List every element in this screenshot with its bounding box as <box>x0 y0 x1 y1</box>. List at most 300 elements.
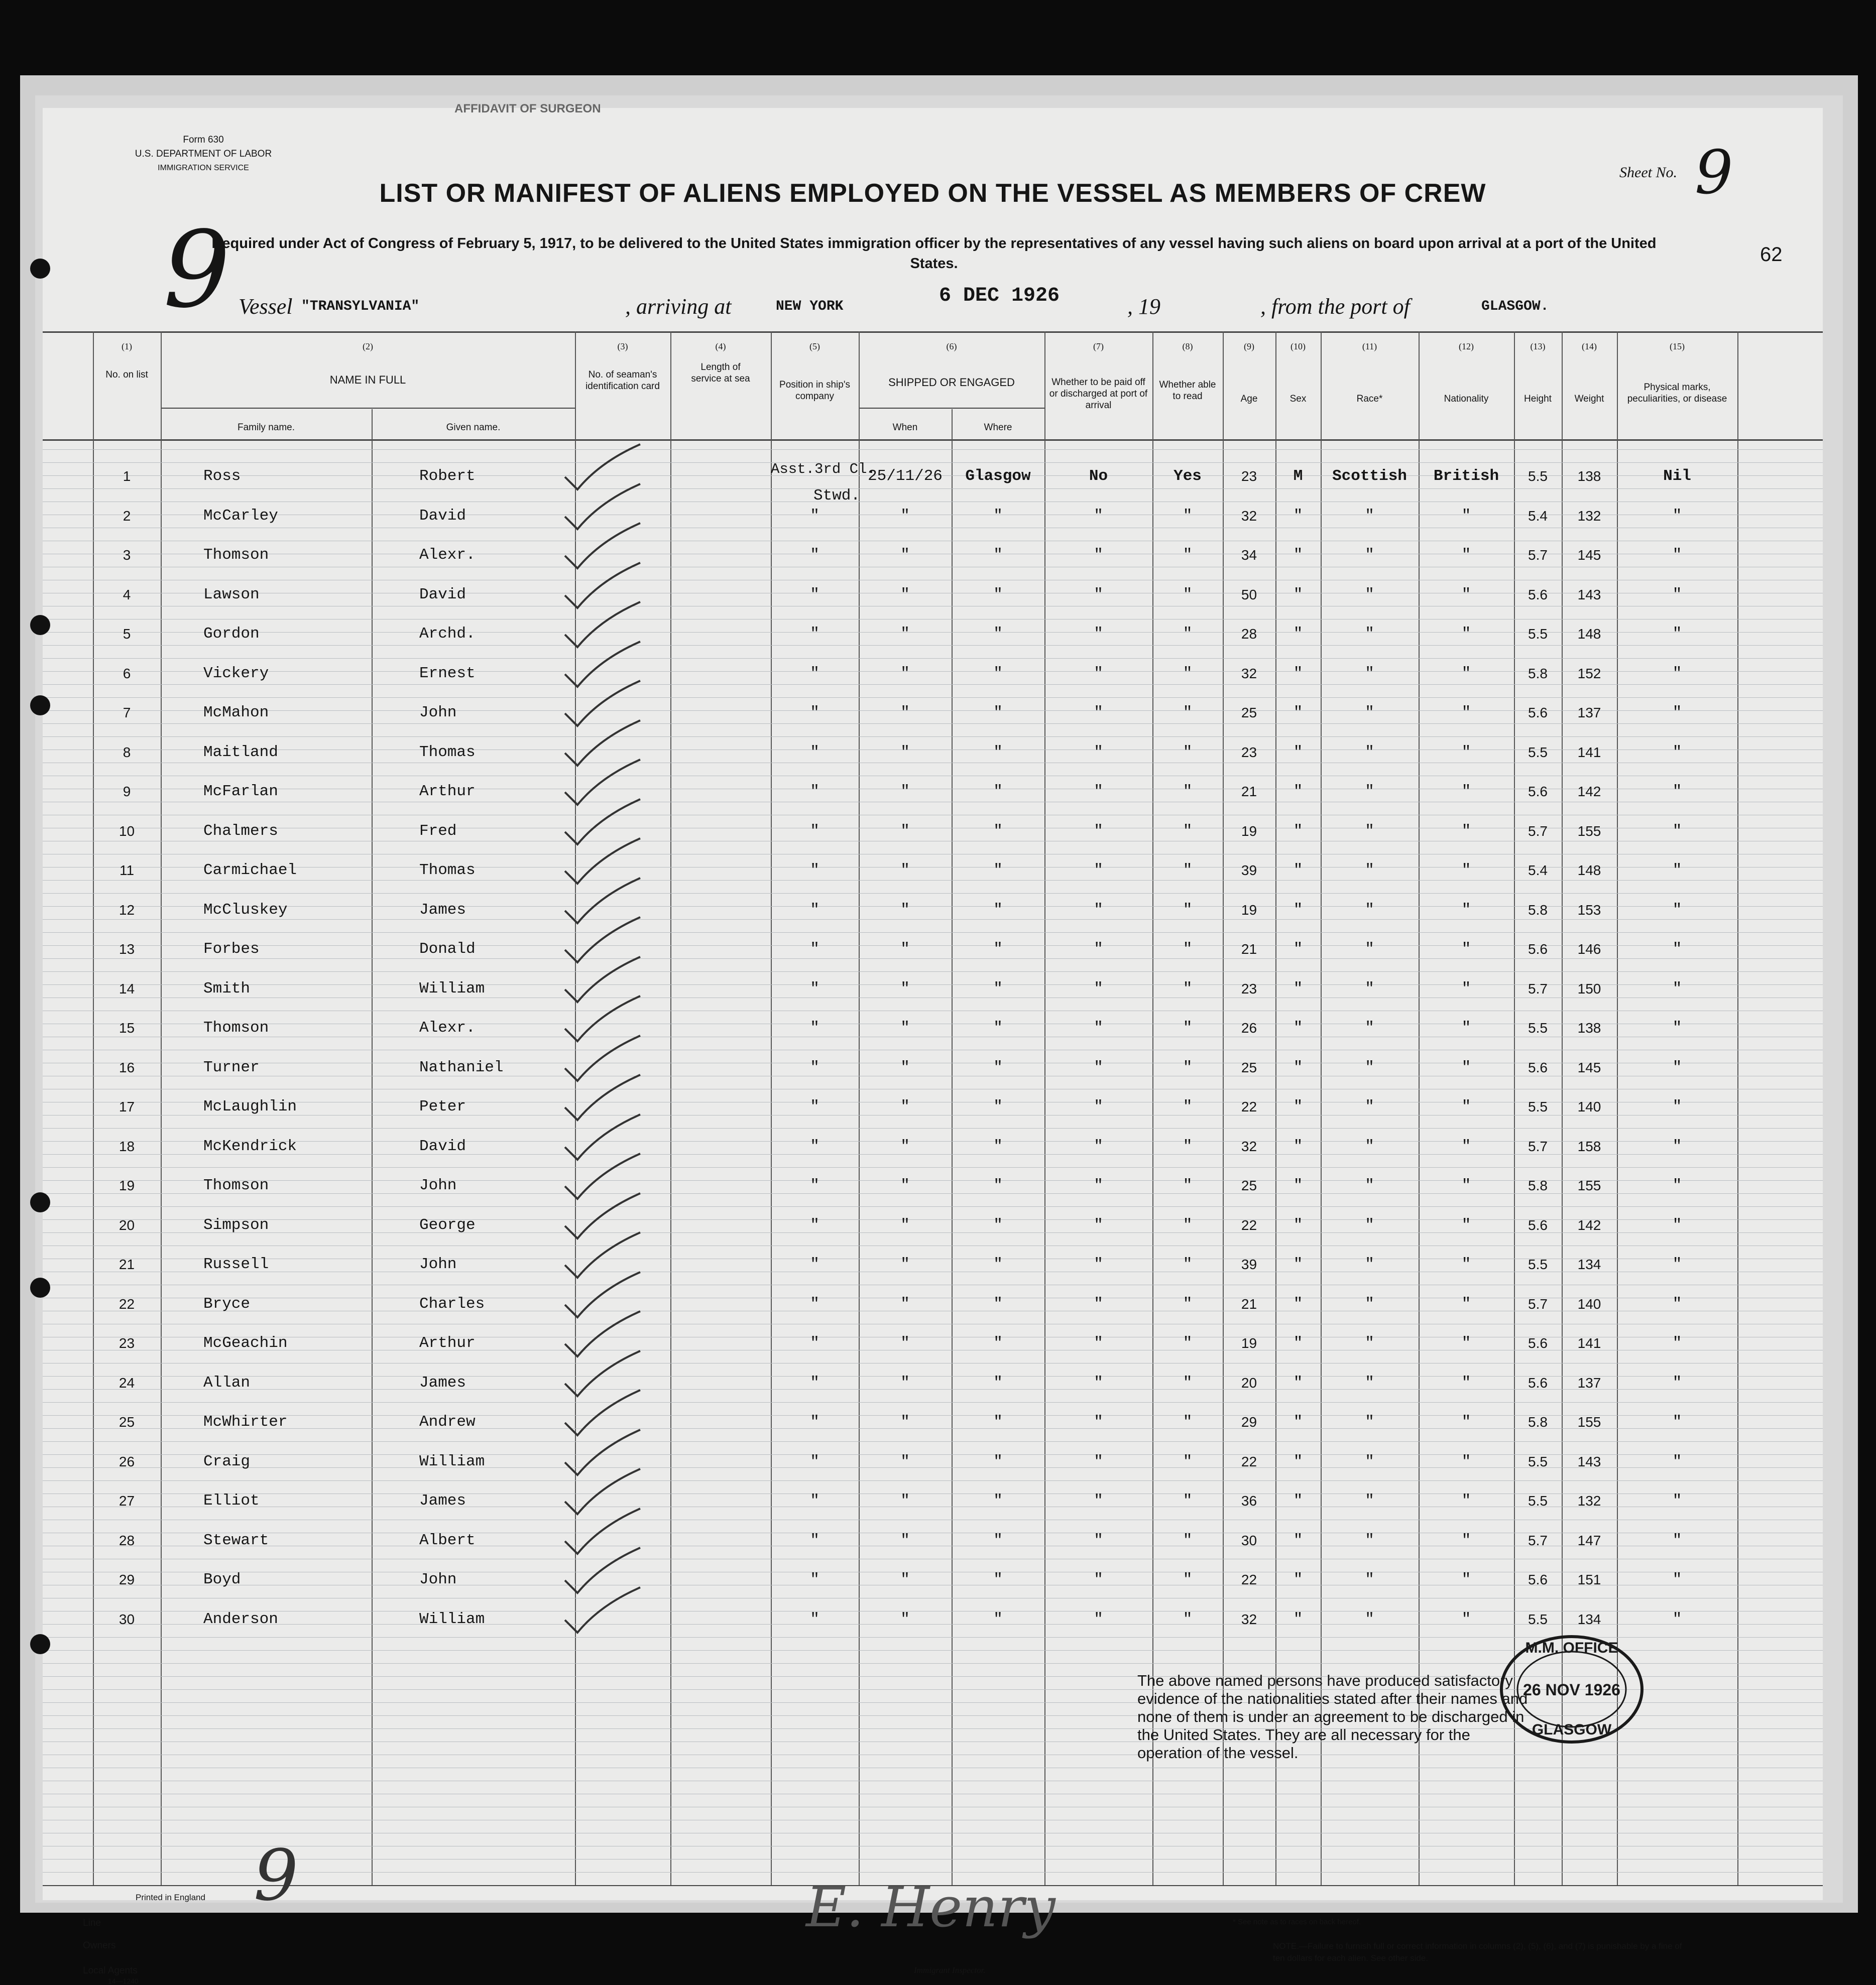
height: 5.7 <box>1528 823 1548 839</box>
position: " <box>810 1256 819 1273</box>
age: 23 <box>1241 468 1257 484</box>
header-where: Where <box>984 422 1012 433</box>
position: " <box>810 507 819 525</box>
colnum-4: (4) <box>715 341 726 351</box>
table-row <box>43 575 1823 614</box>
header-family-name: Family name. <box>237 422 295 433</box>
paid-off: " <box>1094 665 1103 682</box>
position: " <box>810 546 819 564</box>
physical-marks: " <box>1672 783 1682 800</box>
sex: " <box>1293 704 1303 721</box>
header-age: Age <box>1240 394 1258 404</box>
row-number: 4 <box>123 587 131 602</box>
position: Asst.3rd Cl. <box>771 461 876 477</box>
shipped-where: " <box>993 1256 1003 1273</box>
height: 5.4 <box>1528 862 1548 878</box>
header-able-read: Whether able to read <box>1159 380 1216 402</box>
family-name: Ross <box>203 467 241 485</box>
colnum-11: (11) <box>1362 341 1377 351</box>
nationality: " <box>1461 822 1471 840</box>
weight: 145 <box>1577 547 1601 563</box>
age: 20 <box>1241 1375 1257 1391</box>
paid-off: " <box>1094 1098 1103 1115</box>
sex: " <box>1293 1610 1303 1628</box>
race: " <box>1365 1492 1374 1510</box>
shipped-when: " <box>900 507 910 525</box>
shipped-where: " <box>993 1571 1003 1588</box>
shipped-when: " <box>900 1492 910 1510</box>
weight: 148 <box>1577 862 1601 878</box>
height: 5.6 <box>1528 1217 1548 1233</box>
table-top-rule <box>43 331 1823 333</box>
header-race: Race* <box>1356 394 1383 404</box>
shipped-when: " <box>900 861 910 879</box>
nationality: " <box>1461 861 1471 879</box>
nationality: " <box>1461 586 1471 603</box>
shipped-where: " <box>993 1177 1003 1194</box>
race: " <box>1365 1374 1374 1392</box>
table-row <box>43 693 1823 732</box>
race: " <box>1365 1138 1374 1155</box>
margin-handwritten-nine: 9 <box>163 208 230 331</box>
header-position: Position in ship's company <box>779 380 850 402</box>
race: " <box>1365 1256 1374 1273</box>
paid-off: " <box>1094 1571 1103 1588</box>
weight: 142 <box>1577 784 1601 799</box>
shipped-where: " <box>993 1610 1003 1628</box>
table-row <box>43 536 1823 575</box>
table-row <box>43 1481 1823 1521</box>
shipped-when: " <box>900 1098 910 1115</box>
shipped-when: " <box>900 743 910 761</box>
given-name: Arthur <box>419 783 476 800</box>
sex: " <box>1293 1019 1303 1037</box>
age: 30 <box>1241 1533 1257 1548</box>
weight: 141 <box>1577 1335 1601 1351</box>
family-name: McCluskey <box>203 901 288 919</box>
sex: " <box>1293 1138 1303 1155</box>
sex: " <box>1293 1098 1303 1115</box>
weight: 147 <box>1577 1533 1601 1548</box>
table-row <box>43 891 1823 930</box>
table-row <box>43 1324 1823 1363</box>
height: 5.6 <box>1528 784 1548 799</box>
height: 5.5 <box>1528 1099 1548 1114</box>
nationality: " <box>1461 980 1471 998</box>
row-number: 24 <box>119 1375 135 1391</box>
paid-off: " <box>1094 1019 1103 1037</box>
sex: " <box>1293 1374 1303 1392</box>
paid-off: " <box>1094 1413 1103 1431</box>
position: " <box>810 1610 819 1628</box>
race: " <box>1365 822 1374 840</box>
age: 25 <box>1241 1060 1257 1075</box>
able-to-read: " <box>1183 1571 1193 1588</box>
table-row <box>43 1442 1823 1481</box>
sex: " <box>1293 625 1303 643</box>
age: 39 <box>1241 1257 1257 1272</box>
age: 19 <box>1241 823 1257 839</box>
family-name: Thomson <box>203 1019 269 1037</box>
given-name: James <box>419 1374 466 1392</box>
inspector-label: Immigrant Inspector. <box>914 1965 986 1975</box>
weight: 153 <box>1577 902 1601 918</box>
able-to-read: " <box>1183 1019 1193 1037</box>
table-row <box>43 812 1823 851</box>
age: 39 <box>1241 862 1257 878</box>
shipped-when: " <box>900 1374 910 1392</box>
header-shipped: SHIPPED OR ENGAGED <box>888 376 1015 389</box>
colnum-5: (5) <box>809 341 820 351</box>
age: 19 <box>1241 1335 1257 1351</box>
row-number: 9 <box>123 784 131 799</box>
position: " <box>810 1098 819 1115</box>
nationality: " <box>1461 901 1471 919</box>
binder-hole <box>30 1192 50 1212</box>
row-number: 2 <box>123 508 131 524</box>
able-to-read: " <box>1183 980 1193 998</box>
table-row <box>43 1048 1823 1087</box>
age: 21 <box>1241 941 1257 957</box>
sex: " <box>1293 861 1303 879</box>
family-name: McMahon <box>203 704 269 721</box>
colnum-10: (10) <box>1291 341 1306 351</box>
physical-marks: " <box>1672 901 1682 919</box>
physical-marks: " <box>1672 586 1682 603</box>
paid-off: No <box>1089 467 1108 485</box>
position: " <box>810 1374 819 1392</box>
sex: " <box>1293 940 1303 958</box>
footer-penalty-note: NOTE.—Failure to furnish full or correct information in columns (2), (5), (6), and (7) is punishable by a fine of ten dollars for each alien. See other side. <box>1273 1941 1682 1963</box>
able-to-read: " <box>1183 940 1193 958</box>
nationality: " <box>1461 1098 1471 1115</box>
paid-off: " <box>1094 980 1103 998</box>
table-row <box>43 614 1823 654</box>
race: " <box>1365 546 1374 564</box>
paid-off: " <box>1094 1334 1103 1352</box>
age: 32 <box>1241 1139 1257 1154</box>
form-number: Form 630 <box>183 135 224 145</box>
position: " <box>810 1334 819 1352</box>
given-name: William <box>419 1610 485 1628</box>
able-to-read: " <box>1183 1177 1193 1194</box>
able-to-read: " <box>1183 507 1193 525</box>
form-header <box>98 133 309 175</box>
date-stamp: 6 DEC 1926 <box>939 285 1060 307</box>
shipped-where: " <box>993 783 1003 800</box>
height: 5.8 <box>1528 666 1548 681</box>
physical-marks: " <box>1672 1295 1682 1313</box>
weight: 143 <box>1577 1454 1601 1469</box>
shipped-where: " <box>993 901 1003 919</box>
height: 5.7 <box>1528 1139 1548 1154</box>
race: " <box>1365 1334 1374 1352</box>
physical-marks: " <box>1672 1098 1682 1115</box>
weight: 137 <box>1577 705 1601 720</box>
physical-marks: " <box>1672 1177 1682 1194</box>
paid-off: " <box>1094 586 1103 603</box>
shipped-when: 25/11/26 <box>868 467 943 485</box>
height: 5.6 <box>1528 587 1548 602</box>
table-row <box>43 1087 1823 1127</box>
row-number: 3 <box>123 547 131 563</box>
row-number: 15 <box>119 1020 135 1036</box>
shipped-when: " <box>900 940 910 958</box>
race: " <box>1365 1413 1374 1431</box>
able-to-read: " <box>1183 1453 1193 1470</box>
shipped-where: " <box>993 507 1003 525</box>
height: 5.5 <box>1528 1493 1548 1509</box>
given-name: Archd. <box>419 625 476 643</box>
colnum-6: (6) <box>946 341 957 351</box>
given-name: Fred <box>419 822 457 840</box>
shipped-when: " <box>900 1295 910 1313</box>
paid-off: " <box>1094 1216 1103 1234</box>
age: 50 <box>1241 587 1257 602</box>
race: " <box>1365 1059 1374 1076</box>
nationality: " <box>1461 1256 1471 1273</box>
colnum-14: (14) <box>1582 341 1597 351</box>
physical-marks: " <box>1672 1216 1682 1234</box>
row-number: 13 <box>119 941 135 957</box>
able-to-read: " <box>1183 1610 1193 1628</box>
given-name: John <box>419 1177 457 1194</box>
table-row <box>43 1521 1823 1560</box>
paid-off: " <box>1094 625 1103 643</box>
weight: 140 <box>1577 1296 1601 1312</box>
weight: 155 <box>1577 1178 1601 1193</box>
age: 32 <box>1241 666 1257 681</box>
weight: 143 <box>1577 587 1601 602</box>
height: 5.7 <box>1528 1533 1548 1548</box>
physical-marks: " <box>1672 1374 1682 1392</box>
shipped-where: " <box>993 546 1003 564</box>
weight: 155 <box>1577 823 1601 839</box>
shipped-when: " <box>900 1413 910 1431</box>
shipped-when: " <box>900 704 910 721</box>
sex: " <box>1293 1216 1303 1234</box>
position: " <box>810 1177 819 1194</box>
sex: M <box>1293 467 1303 485</box>
sex: " <box>1293 1059 1303 1076</box>
nationality: " <box>1461 546 1471 564</box>
row-number: 14 <box>119 981 135 997</box>
row-number: 7 <box>123 705 131 720</box>
given-name: Alexr. <box>419 546 476 564</box>
binder-hole <box>30 615 50 635</box>
header-sex: Sex <box>1289 394 1307 404</box>
able-to-read: " <box>1183 783 1193 800</box>
race: " <box>1365 940 1374 958</box>
height: 5.5 <box>1528 1020 1548 1036</box>
given-name: John <box>419 1256 457 1273</box>
family-name: Vickery <box>203 665 269 682</box>
able-to-read: " <box>1183 861 1193 879</box>
position: " <box>810 625 819 643</box>
nationality: " <box>1461 1138 1471 1155</box>
weight: 150 <box>1577 981 1601 997</box>
paid-off: " <box>1094 783 1103 800</box>
age: 32 <box>1241 1611 1257 1627</box>
table-row <box>43 733 1823 772</box>
paid-off: " <box>1094 1453 1103 1470</box>
sex: " <box>1293 1256 1303 1273</box>
binder-hole <box>30 695 50 715</box>
given-name: Charles <box>419 1295 485 1313</box>
age: 36 <box>1241 1493 1257 1509</box>
age: 25 <box>1241 705 1257 720</box>
position: " <box>810 665 819 682</box>
able-to-read: " <box>1183 1492 1193 1510</box>
height: 5.5 <box>1528 1454 1548 1469</box>
able-to-read: " <box>1183 1374 1193 1392</box>
header-paid-off: Whether to be paid off or discharged at port of arrival <box>1049 377 1148 411</box>
table-row <box>43 1285 1823 1324</box>
given-name: Ernest <box>419 665 476 682</box>
certification-note: The above named persons have produced satisfactory evidence of the nationalities stated after their names and none of them is under an agreement to be discharged in the United States. They are all necessary for the operation of the vessel. <box>1137 1672 1528 1762</box>
shipped-when: " <box>900 665 910 682</box>
row-number: 22 <box>119 1296 135 1312</box>
header-length-service: Length of service at sea <box>691 362 750 384</box>
stamp-top-text: M.M. OFFICE <box>1525 1640 1618 1656</box>
height: 5.6 <box>1528 1335 1548 1351</box>
nationality: " <box>1461 1453 1471 1470</box>
shipped-where: " <box>993 1374 1003 1392</box>
form-department: U.S. DEPARTMENT OF LABOR <box>135 149 272 159</box>
table-row <box>43 1560 1823 1599</box>
paid-off: " <box>1094 507 1103 525</box>
weight: 138 <box>1577 1020 1601 1036</box>
header-physical: Physical marks, peculiarities, or disease <box>1627 382 1727 404</box>
race: " <box>1365 1571 1374 1588</box>
height: 5.5 <box>1528 1611 1548 1627</box>
sex: " <box>1293 1177 1303 1194</box>
family-name: McKendrick <box>203 1138 297 1155</box>
given-name: Thomas <box>419 861 476 879</box>
physical-marks: " <box>1672 1138 1682 1155</box>
position: " <box>810 1413 819 1431</box>
age: 21 <box>1241 1296 1257 1312</box>
colnum-1: (1) <box>122 341 132 351</box>
shipped-where: " <box>993 940 1003 958</box>
sex: " <box>1293 1453 1303 1470</box>
family-name: Thomson <box>203 546 269 564</box>
sex: " <box>1293 743 1303 761</box>
colnum-2: (2) <box>363 341 373 351</box>
height: 5.6 <box>1528 1375 1548 1391</box>
table-header-rule <box>43 439 1823 441</box>
age: 21 <box>1241 784 1257 799</box>
row-number: 29 <box>119 1572 135 1587</box>
able-to-read: " <box>1183 586 1193 603</box>
physical-marks: " <box>1672 1256 1682 1273</box>
shipped-where: " <box>993 1295 1003 1313</box>
paid-off: " <box>1094 1177 1103 1194</box>
nationality: " <box>1461 1413 1471 1431</box>
height: 5.7 <box>1528 981 1548 997</box>
family-name: Smith <box>203 980 251 998</box>
colnum-3: (3) <box>617 341 628 351</box>
given-name: Alexr. <box>419 1019 476 1037</box>
row-number: 20 <box>119 1217 135 1233</box>
page-number: 62 <box>1760 243 1783 266</box>
family-name: McCarley <box>203 507 278 525</box>
able-to-read: " <box>1183 1216 1193 1234</box>
family-name: McLaughlin <box>203 1098 297 1115</box>
position: " <box>810 586 819 603</box>
arriving-label: , arriving at <box>625 294 732 319</box>
height: 5.6 <box>1528 1060 1548 1075</box>
physical-marks: " <box>1672 743 1682 761</box>
able-to-read: " <box>1183 665 1193 682</box>
race: Scottish <box>1332 467 1407 485</box>
paid-off: " <box>1094 901 1103 919</box>
given-name: Robert <box>419 467 476 485</box>
position: " <box>810 1138 819 1155</box>
shipped-when: " <box>900 586 910 603</box>
table-row <box>43 1403 1823 1442</box>
family-name: Craig <box>203 1453 251 1470</box>
position: " <box>810 861 819 879</box>
paid-off: " <box>1094 1532 1103 1549</box>
mm-office-stamp <box>1496 1632 1647 1747</box>
height: 5.5 <box>1528 1257 1548 1272</box>
header-given-name: Given name. <box>446 422 501 433</box>
weight: 146 <box>1577 941 1601 957</box>
sex: " <box>1293 1295 1303 1313</box>
shipped-when: " <box>900 822 910 840</box>
position: " <box>810 704 819 721</box>
paid-off: " <box>1094 861 1103 879</box>
colnum-9: (9) <box>1244 341 1254 351</box>
weight: 145 <box>1577 1060 1601 1075</box>
age: 23 <box>1241 981 1257 997</box>
able-to-read: " <box>1183 1532 1193 1549</box>
able-to-read: " <box>1183 546 1193 564</box>
shipped-when: " <box>900 625 910 643</box>
height: 5.5 <box>1528 745 1548 760</box>
weight: 134 <box>1577 1611 1601 1627</box>
shipped-when: " <box>900 1571 910 1588</box>
sex: " <box>1293 1492 1303 1510</box>
family-name: Gordon <box>203 625 260 643</box>
weight: 142 <box>1577 1217 1601 1233</box>
nationality: " <box>1461 1532 1471 1549</box>
able-to-read: Yes <box>1174 467 1202 485</box>
sex: " <box>1293 783 1303 800</box>
binder-hole <box>30 1634 50 1654</box>
binder-hole <box>30 1278 50 1298</box>
paid-off: " <box>1094 1295 1103 1313</box>
position: " <box>810 1295 819 1313</box>
physical-marks: " <box>1672 1610 1682 1628</box>
shipped-where: " <box>993 586 1003 603</box>
row-number: 27 <box>119 1493 135 1509</box>
able-to-read: " <box>1183 1138 1193 1155</box>
height: 5.5 <box>1528 468 1548 484</box>
age: 22 <box>1241 1217 1257 1233</box>
able-to-read: " <box>1183 625 1193 643</box>
family-name: Elliot <box>203 1492 260 1510</box>
able-to-read: " <box>1183 1295 1193 1313</box>
table-row <box>43 1363 1823 1403</box>
paid-off: " <box>1094 1610 1103 1628</box>
vessel-name: "TRANSYLVANIA" <box>301 299 420 314</box>
given-name: John <box>419 704 457 721</box>
nationality: " <box>1461 1492 1471 1510</box>
table-row <box>43 1166 1823 1205</box>
shipped-where: " <box>993 1138 1003 1155</box>
